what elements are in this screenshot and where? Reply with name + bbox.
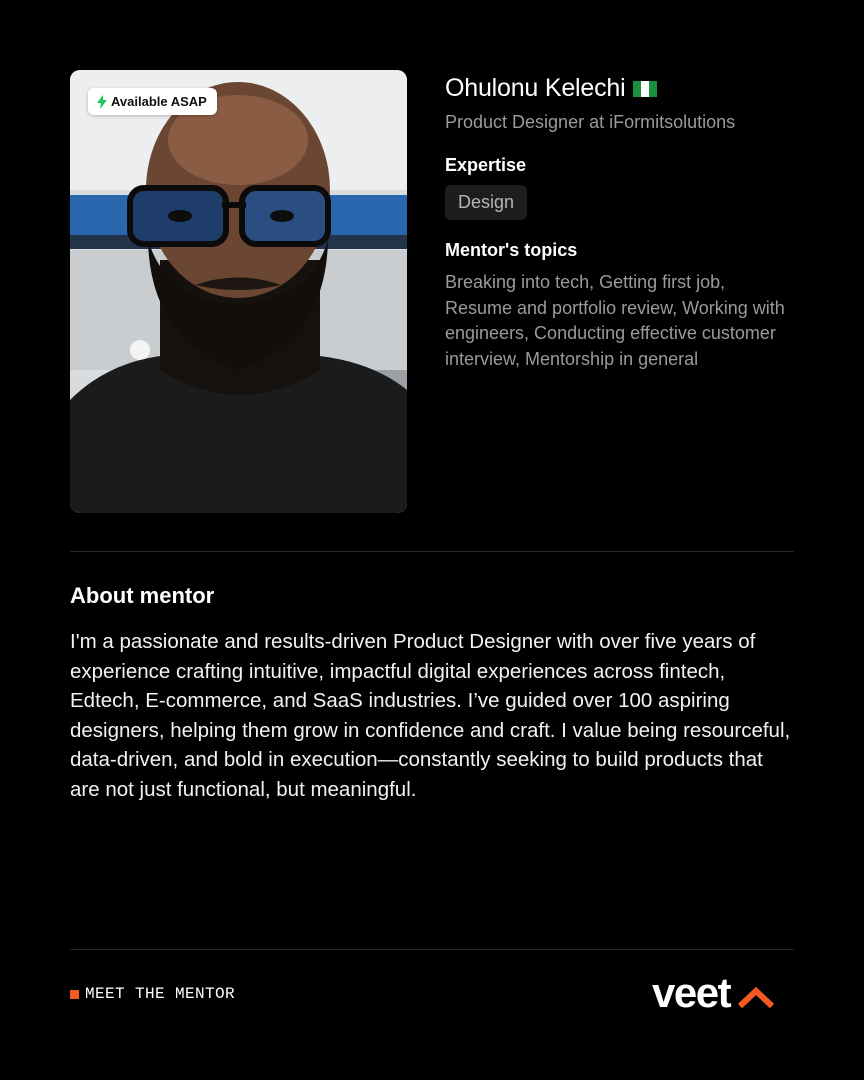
nigeria-flag-icon <box>633 81 657 97</box>
veet-logo <box>652 968 774 1018</box>
name-row <box>445 72 795 104</box>
footer-divider <box>70 949 794 950</box>
meet-the-mentor-tag <box>70 985 235 1003</box>
about-heading: About mentor <box>70 583 215 608</box>
mentor-info <box>445 70 795 372</box>
mentor-photo <box>70 70 407 513</box>
topics-heading: Mentor's topics <box>445 240 578 260</box>
topics-text: Breaking into tech, Getting first job, Resume and portfolio review, Working with engineers, Conducting effective customer interview, Mentorship in general <box>445 272 785 369</box>
availability-text: Available ASAP <box>111 94 207 109</box>
about-text: I'm a passionate and results-driven Product Designer with over five years of experience crafting intuitive, impactful digital experiences across fintech, Edtech, E-commerce, and SaaS industries. I’ve guided over 100 aspiring designers, helping them grow in confidence and craft. I value being resourceful, data-driven, and bold in execution—constantly seeking to build products that are not just functional, but meaningful. <box>70 630 791 801</box>
orange-square-icon <box>70 990 79 999</box>
lightning-bolt-icon <box>97 95 107 109</box>
availability-badge <box>88 88 217 115</box>
section-divider <box>70 551 794 552</box>
chevron-up-icon <box>738 986 774 1010</box>
expertise-chip: Design <box>445 185 527 220</box>
mentor-name: Ohulonu Kelechi <box>445 73 626 102</box>
expertise-heading: Expertise <box>445 155 527 175</box>
footer-tag-text: MEET THE MENTOR <box>85 985 236 1003</box>
mentor-portrait-image <box>70 70 407 513</box>
logo-wordmark: veet <box>652 969 731 1016</box>
mentor-role: Product Designer at iFormitsolutions <box>445 112 736 132</box>
